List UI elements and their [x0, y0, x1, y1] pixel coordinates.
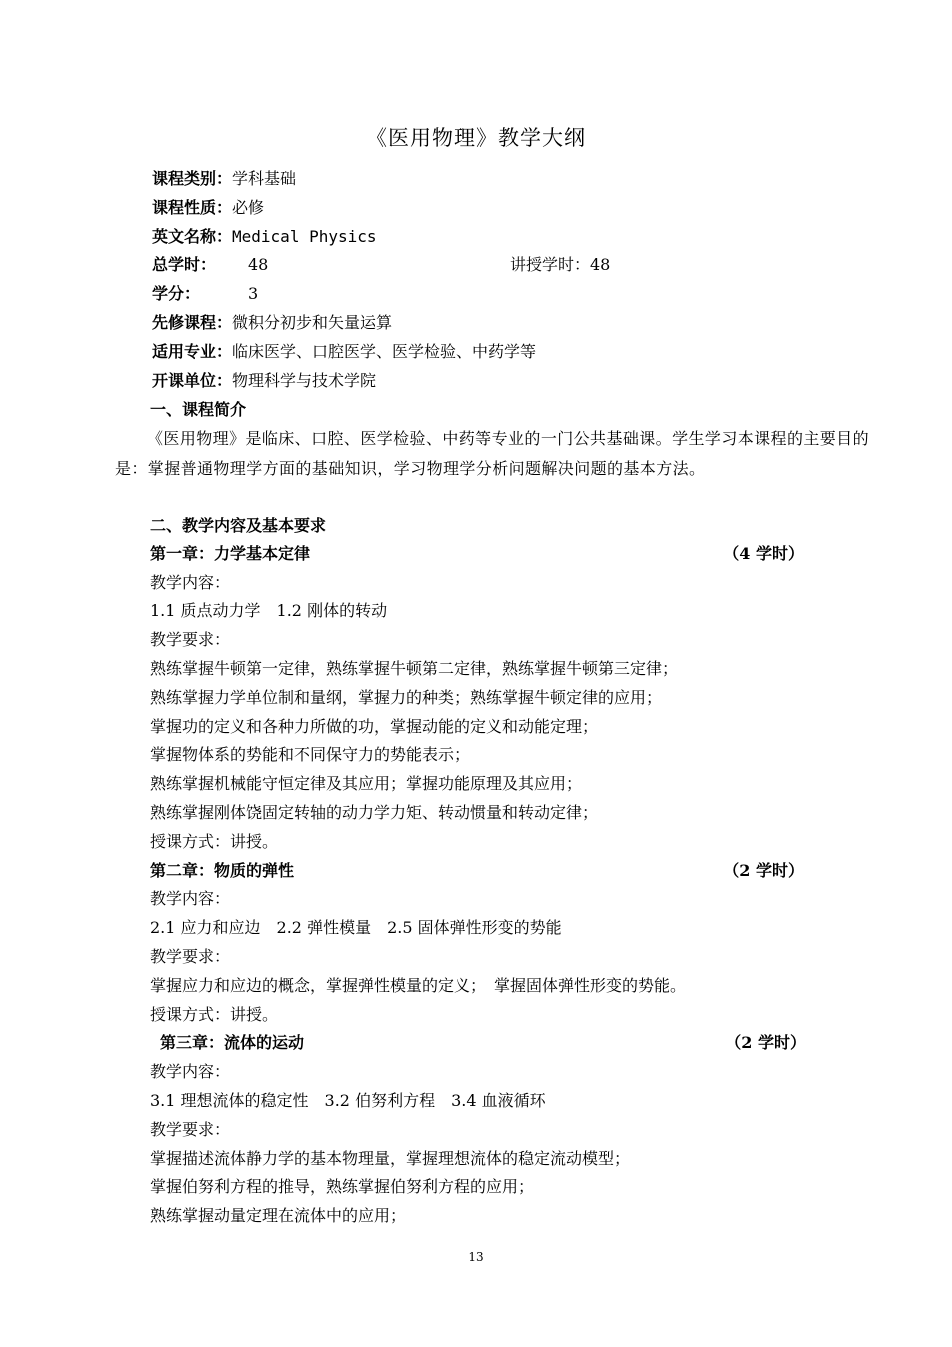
chapter-3-req-item: 掌握伯努利方程的推导，熟练掌握伯努利方程的应用； [150, 1177, 535, 1196]
meta-category-label: 课程类别： [152, 169, 233, 188]
chapter-2-heading [150, 857, 804, 885]
chapter-1-req-item: 熟练掌握刚体饶固定转轴的动力学力矩、转动惯量和转动定律； [150, 803, 599, 822]
meta-lecture-hours: 讲授学时：48 [510, 255, 611, 275]
chapter-1-req-item: 熟练掌握牛顿第一定律，熟练掌握牛顿第二定律，熟练掌握牛顿第三定律； [150, 659, 679, 678]
chapter-3-content-label: 教学内容： [150, 1062, 231, 1081]
chapter-1-title: 第一章：力学基本定律 [150, 544, 311, 563]
meta-majors-value: 临床医学、口腔医学、医学检验、中药学等 [232, 341, 537, 361]
meta-english-value: Medical Physics [232, 226, 377, 246]
chapter-1-content-label: 教学内容： [150, 573, 231, 592]
chapter-3-title: 第三章：流体的运动 [160, 1033, 305, 1052]
chapter-2-content-label: 教学内容： [150, 889, 231, 908]
meta-prereq-label: 先修课程： [152, 312, 233, 332]
meta-nature-value: 必修 [232, 197, 265, 217]
course-meta [152, 165, 611, 395]
section-heading-content: 二、教学内容及基本要求 [150, 516, 327, 535]
meta-credits-label: 学分： [152, 284, 201, 304]
chapter-1-req-label: 教学要求： [150, 630, 231, 649]
meta-credits-value: 3 [248, 284, 259, 304]
meta-category [152, 165, 536, 194]
chapter-1-method: 授课方式：讲授。 [150, 832, 279, 851]
chapter-1-hours: （4 学时） [723, 544, 804, 563]
chapter-2-req-item: 掌握应力和应边的概念，掌握弹性模量的定义； 掌握固体弹性形变的势能。 [150, 976, 687, 995]
meta-english-name [152, 223, 536, 252]
page-number: 13 [468, 1250, 484, 1264]
chapter-2-req-label: 教学要求： [150, 947, 231, 966]
section-intro-paragraph: 《医用物理》是临床、口腔、医学检验、中药等专业的一门公共基础课。学生学习本课程的主要目的是：掌握普通物理学方面的基础知识，学习物理学分析问题解决问题的基本方法。 [115, 429, 869, 478]
chapter-3-content: 3.1 理想流体的稳定性 3.2 伯努利方程 3.4 血液循环 [150, 1091, 546, 1110]
chapter-3-req-item: 掌握描述流体静力学的基本物理量，掌握理想流体的稳定流动模型； [150, 1149, 631, 1168]
meta-nature-label: 课程性质： [152, 197, 233, 217]
meta-total-hours [152, 251, 611, 280]
document-title: 《医用物理》教学大纲 [366, 126, 586, 150]
chapter-3-req-item: 熟练掌握动量定理在流体中的应用； [150, 1206, 407, 1225]
meta-total-hours-label: 总学时： [152, 255, 217, 275]
meta-prerequisites [152, 309, 536, 338]
meta-dept-value: 物理科学与技术学院 [232, 370, 377, 390]
chapter-3-heading [160, 1029, 806, 1057]
chapter-1-req-item: 掌握功的定义和各种力所做的功，掌握动能的定义和动能定理； [150, 717, 599, 736]
section-heading-intro: 一、课程简介 [150, 400, 247, 419]
chapter-2-content: 2.1 应力和应边 2.2 弹性模量 2.5 固体弹性形变的势能 [150, 918, 562, 937]
meta-credits [152, 280, 536, 309]
chapter-1-req-item: 掌握物体系的势能和不同保守力的势能表示； [150, 745, 471, 764]
chapter-1-content: 1.1 质点动力学 1.2 刚体的转动 [150, 601, 388, 620]
meta-english-label: 英文名称： [152, 226, 233, 246]
meta-majors [152, 338, 536, 367]
meta-total-hours-value: 48 [248, 255, 269, 275]
meta-department [152, 367, 536, 396]
chapter-2-hours: （2 学时） [723, 861, 804, 880]
meta-dept-label: 开课单位： [152, 370, 233, 390]
meta-nature [152, 194, 536, 223]
chapter-2-method: 授课方式：讲授。 [150, 1005, 279, 1024]
chapter-3-req-label: 教学要求： [150, 1120, 231, 1139]
meta-category-value: 学科基础 [232, 169, 297, 188]
chapter-2-title: 第二章：物质的弹性 [150, 861, 295, 880]
chapter-1-req-item: 熟练掌握力学单位制和量纲，掌握力的种类；熟练掌握牛顿定律的应用； [150, 688, 663, 707]
meta-prereq-value: 微积分初步和矢量运算 [232, 312, 393, 332]
chapter-1-heading [150, 540, 804, 568]
chapter-3-hours: （2 学时） [725, 1033, 806, 1052]
chapter-1-req-item: 熟练掌握机械能守恒定律及其应用；掌握功能原理及其应用； [150, 774, 583, 793]
meta-majors-label: 适用专业： [152, 341, 233, 361]
